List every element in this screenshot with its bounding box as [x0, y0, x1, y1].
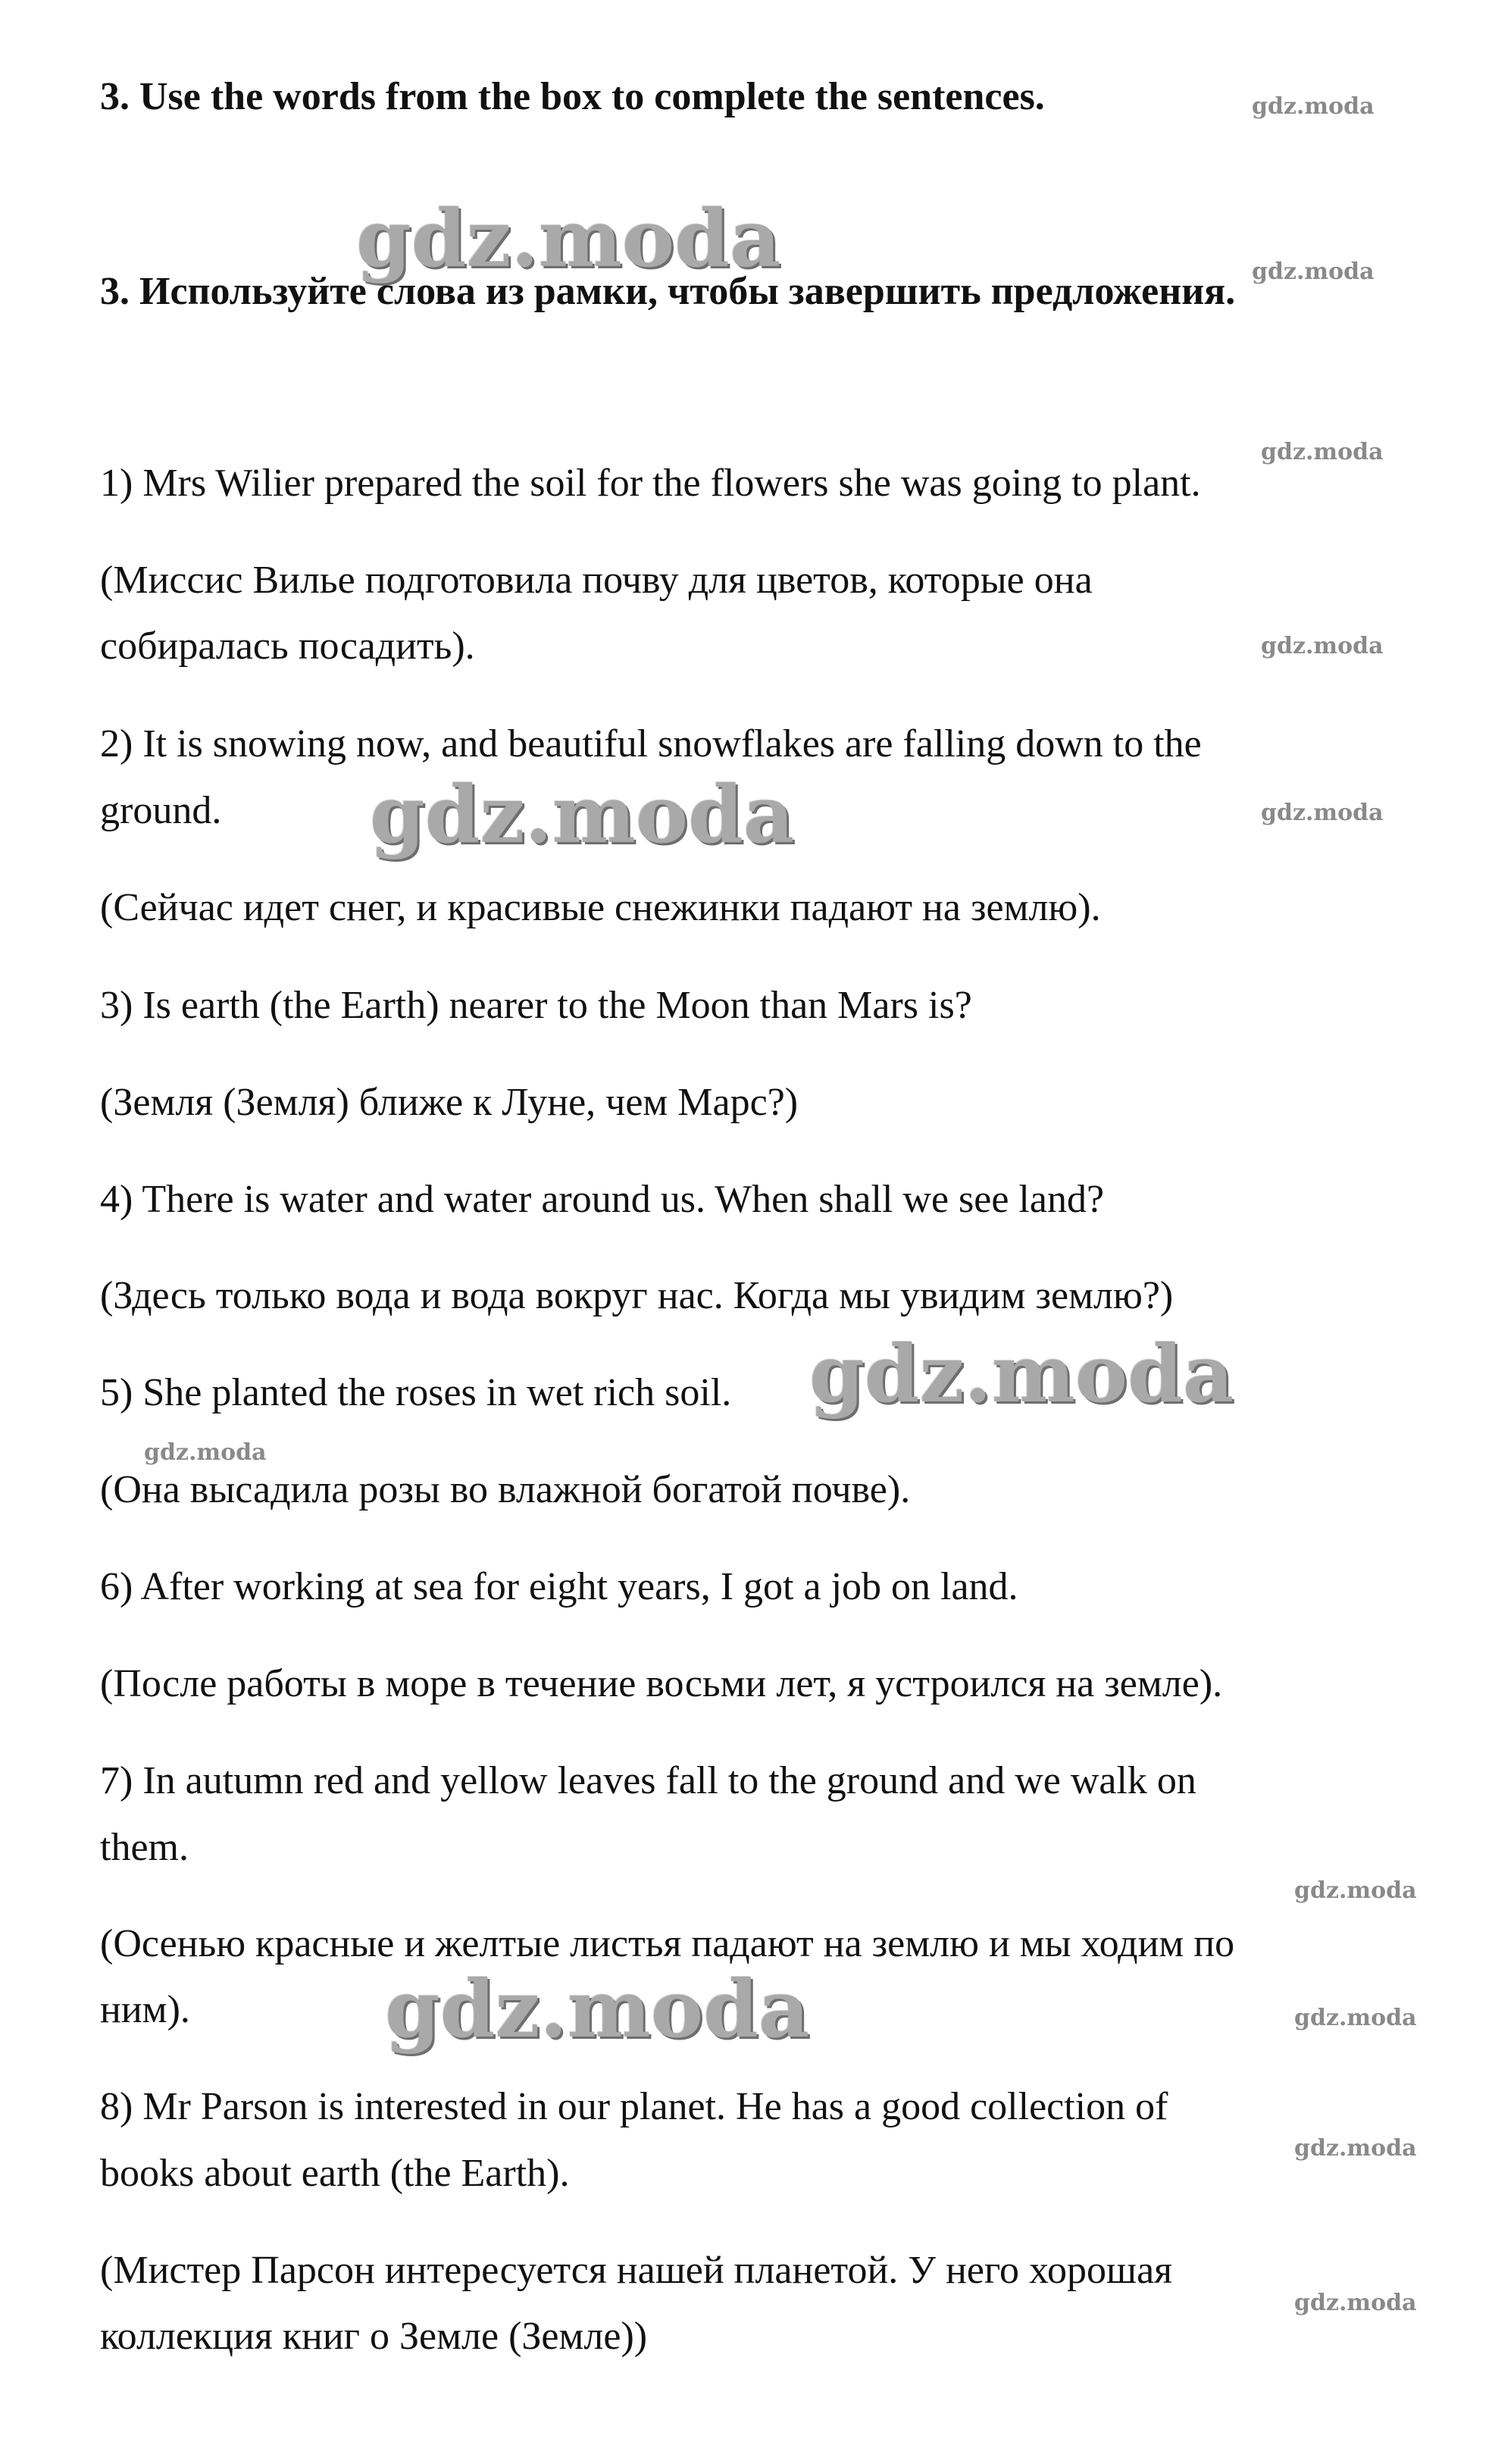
item-7-english-line-1: 7) In autumn red and yellow leaves fall to the ground and we walk on [100, 1759, 1196, 1802]
watermark-small: gdz.moda [1261, 633, 1384, 659]
item-7-russian-line-2: ним). [100, 1988, 190, 2031]
watermark-small: gdz.moda [1261, 439, 1384, 465]
item-8-english-line-1: 8) Mr Parson is interested in our planet. He has a good collection of [100, 2085, 1168, 2128]
item-6-russian-line-1: (После работы в море в течение восьми лет, я устроился на земле). [100, 1662, 1223, 1705]
item-6-english-line-1: 6) After working at sea for eight years, I got a job on land. [100, 1565, 1018, 1608]
item-8-english-line-2: books about earth (the Earth). [100, 2152, 570, 2195]
watermark-large: gdz.moda [370, 768, 795, 861]
item-1-russian-line-2: собиралась посадить). [100, 625, 475, 668]
watermark-small: gdz.moda [1252, 258, 1375, 285]
item-1-english-line-1: 1) Mrs Wilier prepared the soil for the flowers she was going to plant. [100, 462, 1201, 505]
watermark-small: gdz.moda [1294, 2005, 1417, 2031]
item-1-russian-line-1: (Миссис Вилье подготовила почву для цветов, которые она [100, 559, 1093, 602]
watermark-small: gdz.moda [1294, 1877, 1417, 1904]
item-2-english-line-2: ground. [100, 789, 222, 832]
item-3-english-line-1: 3) Is earth (the Earth) nearer to the Moon than Mars is? [100, 984, 972, 1027]
watermark-small: gdz.moda [1294, 2135, 1417, 2162]
item-2-russian-line-1: (Сейчас идет снег, и красивые снежинки падают на землю). [100, 886, 1101, 929]
watermark-small: gdz.moda [1261, 800, 1384, 826]
item-5-english-line-1: 5) She planted the roses in wet rich soil. [100, 1371, 732, 1414]
item-8-russian-line-2: коллекция книг о Земле (Земле)) [100, 2315, 648, 2358]
watermark-small: gdz.moda [1252, 93, 1375, 120]
watermark-large: gdz.moda [809, 1327, 1234, 1420]
item-4-russian-line-1: (Здесь только вода и вода вокруг нас. Когда мы увидим землю?) [100, 1274, 1174, 1317]
exercise-heading-russian: 3. Используйте слова из рамки, чтобы завершить предложения. [100, 270, 1236, 313]
item-4-english-line-1: 4) There is water and water around us. When shall we see land? [100, 1178, 1105, 1221]
watermark-large: gdz.moda [385, 1962, 810, 2055]
item-5-russian-line-1: (Она высадила розы во влажной богатой почве). [100, 1468, 911, 1511]
watermark-small: gdz.moda [1294, 2290, 1417, 2316]
exercise-heading-english: 3. Use the words from the box to complete the sentences. [100, 75, 1045, 118]
item-3-russian-line-1: (Земля (Земля) ближе к Луне, чем Марс?) [100, 1081, 799, 1124]
item-8-russian-line-1: (Мистер Парсон интересуется нашей планетой. У него хорошая [100, 2249, 1173, 2292]
item-2-english-line-1: 2) It is snowing now, and beautiful snowflakes are falling down to the [100, 722, 1202, 765]
item-7-russian-line-1: (Осенью красные и желтые листья падают на землю и мы ходим по [100, 1922, 1235, 1965]
watermark-small: gdz.moda [144, 1439, 267, 1466]
item-7-english-line-2: them. [100, 1826, 189, 1869]
watermark-large: gdz.moda [356, 192, 781, 285]
